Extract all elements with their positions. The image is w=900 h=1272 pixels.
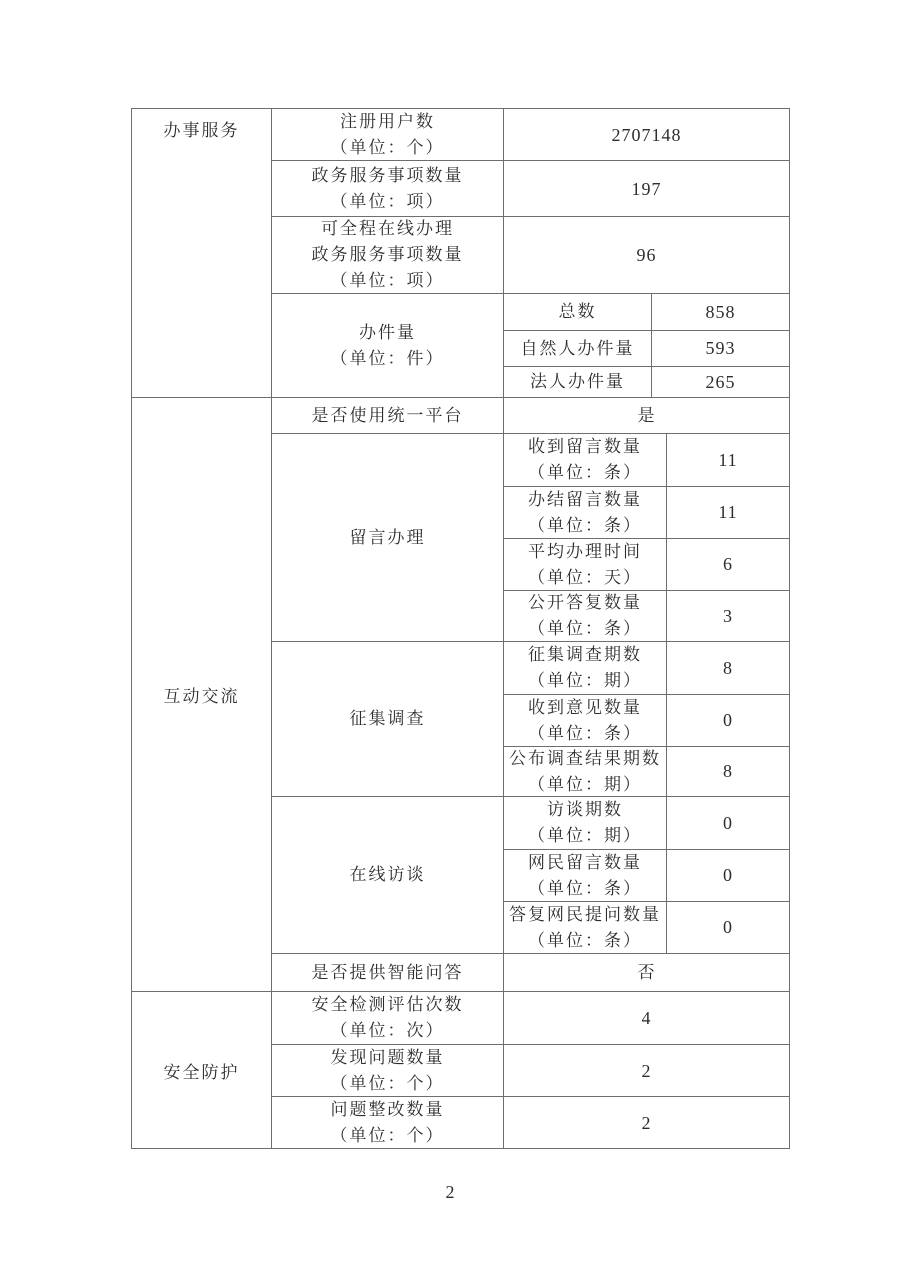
category-cell-service (132, 109, 272, 397)
item-value: 197 (631, 178, 662, 199)
sub-unit: （单位：条） (528, 878, 642, 898)
section-service (132, 109, 789, 397)
section-interaction (132, 397, 789, 991)
category-label: 互动交流 (163, 687, 240, 706)
subrow-average-handling-time (504, 538, 789, 590)
group-online-interview (272, 796, 789, 953)
sub-label-cell (504, 850, 667, 901)
sub-value: 0 (723, 917, 733, 937)
sub-label: 征集调查期数 (528, 645, 642, 664)
item-label-line2: 政务服务事项数量 (311, 245, 464, 264)
sub-label: 收到留言数量 (528, 437, 642, 456)
item-label-cell (272, 992, 504, 1044)
item-label: 是否提供智能问答 (311, 962, 464, 982)
sub-unit: （单位：期） (528, 826, 642, 845)
sub-unit: （单位：天） (528, 567, 642, 587)
item-value: 是 (637, 405, 656, 425)
category-cell-interaction (132, 398, 272, 991)
row-online-service-items (272, 216, 789, 293)
row-unified-platform (272, 398, 789, 433)
row-problems-found (272, 1044, 789, 1096)
sub-unit: （单位：条） (528, 463, 642, 482)
sub-value: 11 (718, 502, 738, 522)
item-unit: （单位：个） (330, 1073, 445, 1093)
group-case-volume (272, 293, 789, 397)
item-label-cell (272, 1097, 504, 1148)
sub-label: 收到意见数量 (528, 697, 642, 717)
item-value: 否 (637, 962, 656, 982)
group-survey (272, 641, 789, 796)
row-registered-users (272, 109, 789, 160)
sub-label-cell (504, 747, 667, 796)
sub-label-cell (504, 797, 667, 849)
subrow-netizen-messages (504, 849, 789, 901)
sub-unit: （单位：期） (528, 774, 642, 794)
group-label-cell (272, 434, 504, 641)
item-label: 政务服务事项数量 (311, 165, 464, 185)
sub-value: 0 (723, 865, 733, 885)
subrow-results-published (504, 746, 789, 796)
group-label: 留言办理 (349, 527, 426, 547)
item-label-cell (272, 1045, 504, 1096)
subrow-messages-resolved (504, 486, 789, 538)
item-unit: （单位：次） (330, 1021, 445, 1040)
row-service-items (272, 160, 789, 216)
sub-label-cell (504, 539, 667, 590)
item-label: 注册用户数 (340, 111, 435, 131)
subrow-opinions-received (504, 694, 789, 746)
item-unit: （单位：项） (330, 271, 445, 290)
group-unit: （单位：件） (330, 348, 445, 368)
category-label: 安全防护 (163, 1062, 240, 1082)
item-unit: （单位：个） (330, 137, 445, 157)
sub-unit: （单位：条） (528, 723, 642, 743)
sub-value: 0 (723, 812, 733, 833)
category-label: 办事服务 (163, 121, 240, 140)
sub-unit: （单位：条） (528, 619, 642, 638)
sub-label: 网民留言数量 (528, 852, 642, 872)
sub-label-cell (504, 591, 667, 641)
sub-label: 自然人办件量 (504, 331, 652, 366)
sub-label: 平均办理时间 (528, 541, 642, 561)
sub-label: 公开答复数量 (528, 593, 642, 612)
page-number: 2 (445, 1182, 455, 1202)
report-table (131, 108, 790, 1149)
sub-label-cell (504, 434, 667, 486)
sub-unit: （单位：期） (528, 671, 642, 690)
sub-value: 6 (723, 554, 733, 574)
group-label-cell (272, 797, 504, 953)
item-value: 2 (641, 1060, 652, 1081)
item-value: 2707148 (611, 124, 682, 145)
sub-label: 访谈期数 (547, 800, 623, 819)
sub-value: 8 (723, 657, 733, 678)
sub-label-cell (504, 642, 667, 694)
category-cell-security (132, 992, 272, 1148)
item-value: 96 (636, 245, 657, 265)
item-label: 是否使用统一平台 (311, 405, 464, 425)
sub-label: 法人办件量 (504, 367, 652, 397)
sub-value: 11 (718, 449, 738, 470)
section-security (132, 991, 789, 1148)
subrow-total (504, 294, 789, 330)
subrow-messages-received (504, 434, 789, 486)
sub-label-cell (504, 695, 667, 746)
row-security-assessments (272, 992, 789, 1044)
subrow-legal-person (504, 366, 789, 397)
group-label: 在线访谈 (349, 865, 426, 884)
row-problems-rectified (272, 1096, 789, 1148)
sub-label-cell (504, 487, 667, 538)
subrow-survey-issues (504, 642, 789, 694)
sub-value: 858 (705, 301, 736, 322)
sub-label: 总数 (504, 294, 652, 330)
item-label-cell (272, 954, 504, 991)
item-unit: （单位：项） (330, 191, 445, 211)
item-label-cell (272, 161, 504, 216)
sub-label: 公布调查结果期数 (509, 748, 661, 768)
item-label: 安全检测评估次数 (311, 995, 464, 1014)
item-label-cell (272, 217, 504, 293)
subrow-interview-issues (504, 797, 789, 849)
group-message-handling (272, 433, 789, 641)
item-label: 可全程在线办理 (321, 219, 454, 238)
subrow-questions-answered (504, 901, 789, 953)
item-label-cell (272, 109, 504, 160)
sub-value: 265 (705, 371, 736, 392)
sub-value: 8 (723, 761, 733, 781)
row-smart-qa (272, 953, 789, 991)
item-unit: （单位：个） (330, 1125, 445, 1145)
sub-unit: （单位：条） (528, 930, 642, 950)
sub-value: 593 (705, 338, 736, 358)
item-label: 问题整改数量 (330, 1099, 445, 1119)
sub-label-cell (504, 902, 667, 953)
group-label-cell (272, 294, 504, 397)
item-label-cell (272, 398, 504, 433)
sub-label: 办结留言数量 (528, 489, 642, 509)
group-label: 办件量 (359, 322, 416, 342)
item-value: 4 (641, 1008, 652, 1028)
subrow-public-replies (504, 590, 789, 641)
item-value: 2 (641, 1112, 652, 1133)
sub-value: 3 (723, 605, 733, 626)
subrow-natural-person (504, 330, 789, 366)
sub-value: 0 (723, 710, 733, 730)
sub-label: 答复网民提问数量 (509, 904, 661, 924)
group-label-cell (272, 642, 504, 796)
sub-unit: （单位：条） (528, 515, 642, 535)
item-label: 发现问题数量 (330, 1047, 445, 1067)
group-label: 征集调查 (349, 709, 426, 728)
